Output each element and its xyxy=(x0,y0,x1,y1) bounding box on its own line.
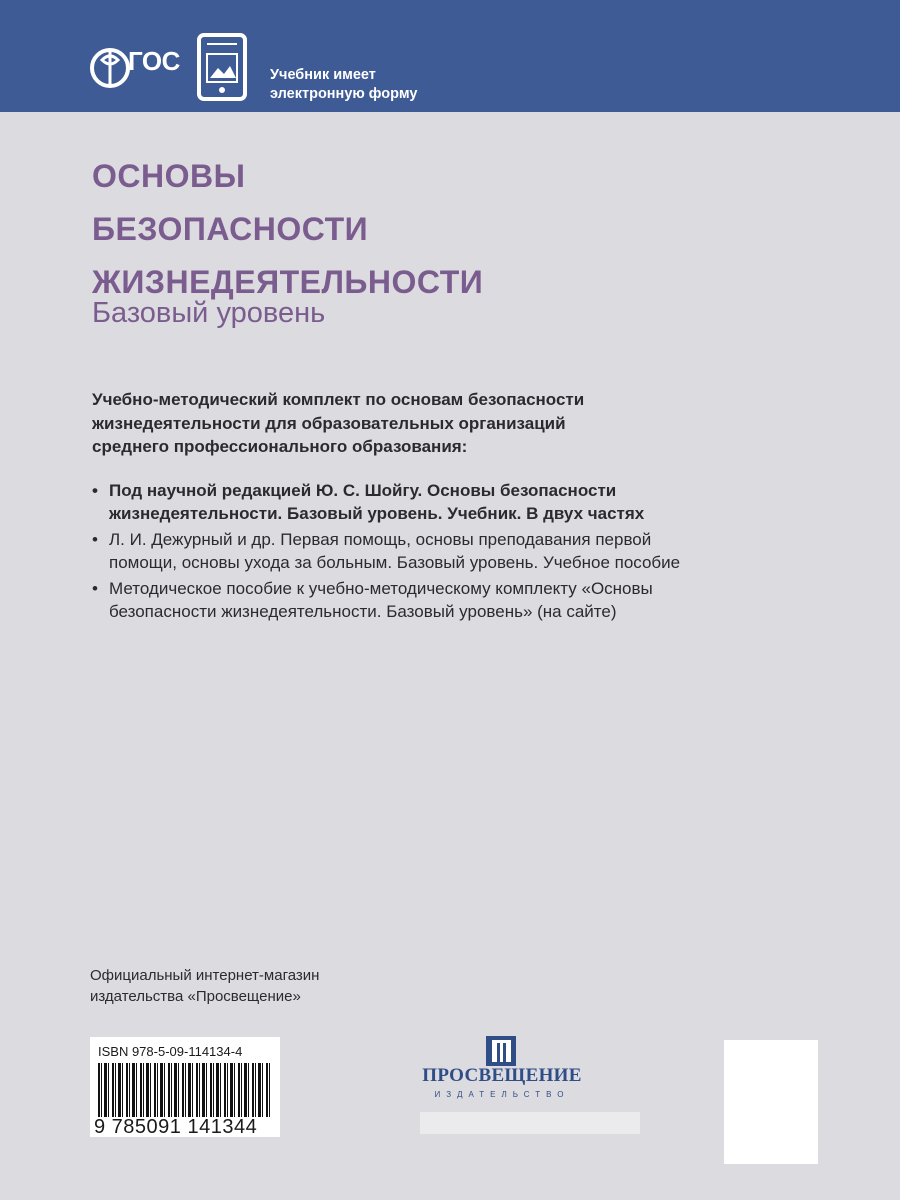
publisher-name: ПРОСВЕЩЕНИЕ xyxy=(422,1065,582,1086)
eform-line2: электронную форму xyxy=(270,86,418,102)
fgos-label: ГОС xyxy=(128,46,180,76)
isbn-label: ISBN 978-5-09-114134-4 xyxy=(98,1044,243,1059)
header-band xyxy=(0,0,900,112)
book-subtitle: Базовый уровень xyxy=(92,297,326,329)
publisher-sub: ИЗДАТЕЛЬСТВО xyxy=(434,1090,570,1099)
label-strip xyxy=(420,1112,640,1134)
item-line: помощи, основы ухода за больным. Базовый уровень. Учебное пособие xyxy=(109,553,681,572)
list-item xyxy=(92,528,792,574)
eform-line1: Учебник имеет xyxy=(270,67,376,83)
intro-line3: среднего профессионального образования: xyxy=(92,437,468,456)
shop-note xyxy=(90,965,319,1007)
item-line: жизнедеятельности. Базовый уровень. Учебник. В двух частях xyxy=(109,504,645,523)
publisher-emblem-icon xyxy=(484,1034,518,1068)
isbn-barcode-block xyxy=(90,1037,280,1137)
intro-line2: жизнедеятельности для образовательных организаций xyxy=(92,413,566,433)
shop-line1: Официальный интернет-магазин xyxy=(90,967,320,984)
item-line: • Под научной редакцией Ю. С. Шойгу. Основы безопасности xyxy=(109,481,617,500)
list-item xyxy=(92,577,792,623)
barcode-digits: 9 785091 141344 xyxy=(94,1116,258,1138)
eform-note xyxy=(270,66,417,104)
tablet-icon xyxy=(196,32,248,102)
title-line2: БЕЗОПАСНОСТИ xyxy=(92,211,369,247)
shop-line2: издательства «Просвещение» xyxy=(90,988,301,1005)
title-line1: ОСНОВЫ xyxy=(92,158,246,194)
intro-line1: Учебно-методический комплект по основам безопасности xyxy=(92,390,585,409)
list-item xyxy=(92,479,792,525)
item-line: безопасности жизнедеятельности. Базовый уровень» (на сайте) xyxy=(109,602,617,621)
barcode-icon xyxy=(98,1063,272,1117)
book-title xyxy=(92,150,483,309)
kit-list xyxy=(92,479,792,626)
sticker-area xyxy=(724,1040,818,1164)
title-line3: ЖИЗНЕДЕЯТЕЛЬНОСТИ xyxy=(92,264,484,300)
item-line: • Л. И. Дежурный и др. Первая помощь, основы преподавания первой xyxy=(109,530,652,549)
kit-intro xyxy=(92,388,732,459)
item-line: • Методическое пособие к учебно-методическому комплекту «Основы xyxy=(109,579,653,598)
